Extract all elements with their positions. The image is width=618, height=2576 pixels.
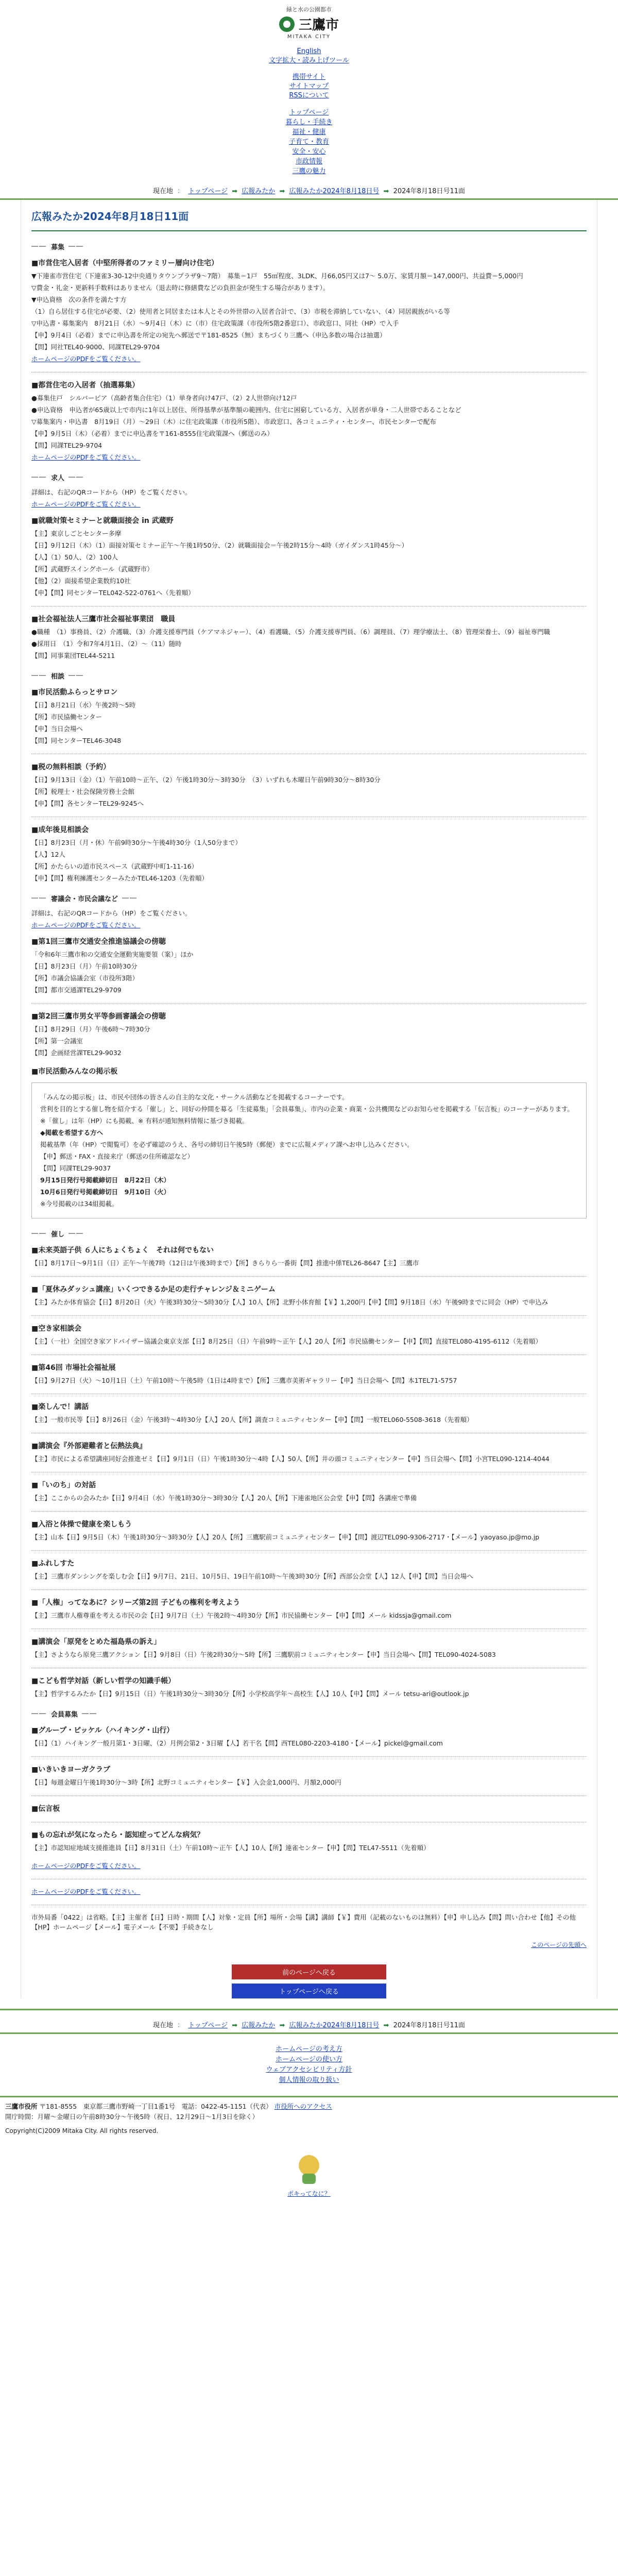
site-logo-en: MITAKA CITY	[287, 33, 331, 40]
article-line: 【問】同センターTEL46-3048	[31, 736, 122, 744]
box-line: 【申】郵送・FAX・直接来庁（郵送の住所確認など）	[40, 1152, 194, 1160]
site-footer	[0, 2044, 618, 2198]
article-title: ■講演会『外部避難者と伝熱法典』	[31, 1442, 147, 1450]
breadcrumb	[26, 185, 592, 195]
breadcrumb-arrow-icon: ➡	[232, 2021, 238, 2029]
article-title: ■楽しんで！講話	[31, 1402, 89, 1411]
top-page-button[interactable]: トップページへ戻る	[232, 1984, 386, 1998]
article-line: 【申】当日会場へ	[31, 724, 83, 733]
box-line: ◆掲載を希望する方へ	[40, 1128, 104, 1137]
divider	[31, 1354, 587, 1355]
global-nav	[0, 108, 618, 176]
article-title: ■社会福祉法人三鷹市社会福祉事業団 職員	[31, 615, 176, 623]
gnav-education[interactable]: 子育て・教育	[288, 138, 329, 146]
box-line: 10月6日発行号掲載締切日 9月10日（火）	[40, 1188, 170, 1196]
divider	[31, 1276, 587, 1277]
article	[31, 1323, 587, 1346]
box-line: 「みんなの掲示板」は、市民や団体の皆さんの自主的な文化・サークル活動などを掲載するコーナーです。	[40, 1093, 349, 1101]
article-line: ●職種 （1）事務員、（2）介護職、（3）介護支援専門員（ケアマネジャー）、（4）看護職、（5）介護支援専門員、（6）調理員、（7）理学療法士、（8）管理栄養士、（9）福祉専門職	[31, 628, 551, 636]
article	[31, 1597, 587, 1620]
article-line: 【所】第一会議室	[31, 1037, 83, 1045]
article-line: 【日】9月12日（木）（1）面接対策セミナー正午〜午後1時50分、（2）就職面接会＝午後2時15分〜4時（ガイダンス1時45分〜）	[31, 541, 408, 549]
article-title: ■グループ・ピッケル（ハイキング・山行）	[31, 1726, 174, 1735]
article-line: 【申】【問】権利擁護センターみたかTEL46-1203（先着順）	[31, 874, 208, 882]
breadcrumb-arrow-icon: ➡	[383, 187, 389, 195]
article	[31, 1558, 587, 1581]
article-line: 【人】12人	[31, 850, 65, 858]
box-line: ※今号掲載のは34組掲載。	[40, 1199, 118, 1208]
article	[31, 258, 587, 364]
divider	[31, 1315, 587, 1316]
category-heading: ―― 催し ――	[31, 1229, 84, 1239]
article-line: 【他】（2）面接希望企業数約10社	[31, 577, 131, 585]
divider	[31, 1550, 587, 1551]
page-top-link[interactable]: このページの先頭へ	[531, 1941, 587, 1948]
bulletin-box	[31, 1082, 587, 1218]
gnav-welfare[interactable]: 福祉・健康	[292, 128, 326, 136]
page-title: 広報みたか2024年8月18日11面	[31, 200, 587, 231]
box-line: 掲載基準（年（HP）で閲覧可）を必ず確認のうえ、各号の締切日午後5時（郵便）までに広報メディア課へお申し込みください。	[40, 1140, 414, 1148]
gnav-top[interactable]: トップページ	[289, 108, 329, 116]
breadcrumb-current: 2024年8月18日号11面	[393, 2021, 466, 2029]
mascot-link[interactable]: ポキってなに？	[287, 2190, 331, 2197]
article-line: 【主】三鷹市ダンシングを楽しむ会【日】9月7日、21日、10月5日、19日午前10時〜午後3時30分【所】西部公会堂【人】12人【申】【問】当日会場へ	[31, 1572, 473, 1580]
article-line: 【主】市民による希望講座同好会推進ゼミ【日】9月1日（日）午後1時30分〜4時【人】50人【所】井の頭コミュニティセンター【申】当日会場へ【問】小宮TEL090-1214-4044	[31, 1454, 550, 1463]
article-line: 【日】9月27日（火）〜10月1日（土）午前10時〜午後5時（1日は4時まで）【所】三鷹市美術ギャラリー【申】当日会場へ【問】本1TEL71-5757	[31, 1376, 457, 1384]
article	[31, 1829, 587, 1853]
footer-link-accessibility[interactable]: ウェブアクセシビリティ方針	[266, 2065, 352, 2074]
breadcrumb-sep-icon: ：	[177, 187, 184, 195]
article-title: ■いきいきヨーガクラブ	[31, 1765, 110, 1774]
box-line: 【問】同課TEL29-9037	[40, 1164, 111, 1172]
article-line: 【申】9月5日（木）（必着）までに申込書を〒161-8555住宅政策課へ（郵送のみ）	[31, 429, 273, 437]
article	[31, 1284, 587, 1307]
article	[31, 1401, 587, 1425]
mascot-image[interactable]	[296, 2155, 322, 2186]
article-line: 【主】三鷹市人権尊重を考える市民の会【日】9月7日（土）午後2時〜4時30分【所】市民協働センター【申】【問】メール kidssja@gmail.com	[31, 1611, 452, 1619]
article-line: ▽申込書・募集案内 8月21日（水）〜9月4日（木）に（市）住宅政策課（市役所5階2番窓口）、市政窓口、同社（HP）で入手	[31, 319, 399, 327]
site-logo[interactable]	[279, 14, 339, 33]
pdf-link[interactable]: ホームページのPDFをご覧ください。	[31, 354, 141, 363]
article-line: 【所】市民協働センター	[31, 713, 102, 721]
box-line: ※「催し」は年（HP）にも掲載、※ 有料が通知無料情報に基づき掲載。	[40, 1116, 249, 1125]
breadcrumb-footer	[26, 2020, 592, 2029]
category-heading: ―― 相談 ――	[31, 671, 84, 681]
divider	[31, 1511, 587, 1512]
breadcrumb-sep-icon: ：	[177, 2021, 184, 2029]
article-line: 【主】哲学するみたか【日】9月15日（日）午後1時30分〜3時30分【所】小学校高学年〜高校生【人】10人【申】【問】メール tetsu-ari@outlook.jp	[31, 1689, 469, 1698]
article	[31, 1480, 587, 1503]
sitemap-link[interactable]: サイトマップ	[289, 82, 329, 90]
article-title: ■ふれしすた	[31, 1559, 75, 1568]
article-line: 【所】武蔵野スイングホール（武蔵野市）	[31, 565, 153, 573]
article-title: ■第2回三鷹市男女平等参画審議会の傍聴	[31, 1012, 166, 1021]
article	[31, 1675, 587, 1699]
article-title: ■こども哲学対話（新しい哲学の知識手帳）	[31, 1676, 176, 1685]
footer-address	[5, 2097, 613, 2122]
article-title: ■未来英語子供 ６人にちょくちょく それは何でもない	[31, 1246, 214, 1255]
article-title: ■空き家相談会	[31, 1324, 82, 1333]
breadcrumb-current: 2024年8月18日号11面	[393, 187, 466, 195]
box-line: 営利を目的とする催し物を紹介する「催し」と、同好の仲間を募る「生徒募集」「会員募集」、市内の企業・商業・公共機関などのお知らせを掲載する「伝言板」のコーナーがあります。	[40, 1105, 574, 1113]
footer-link-usage[interactable]: ホームページの使い方	[276, 2055, 342, 2063]
article-title: ■「人権」ってなあに？シリーズ第2回 子どもの権利を考えよう	[31, 1598, 241, 1607]
article-line: ▽募集案内・申込書 8月19日（月）〜29日（木）に住宅政策課（市役所5階）、市政窓口、各コミュニティ・センター、市民センターで配布	[31, 417, 436, 426]
article-line: （1）自ら居住する住宅が必要、（2）使用者と同居または本人とその外世帯の入居者合計で、（3）市税を滞納していない、（4）同居親族がいる等	[31, 307, 450, 315]
gnav-living[interactable]: 暮らし・手続き	[285, 118, 333, 126]
breadcrumb-arrow-icon: ➡	[383, 2021, 389, 2029]
article-line: 【日】毎週金曜日午後1時30分〜3時【所】北野コミュニティセンター【￥】入会金1,000円、月額2,000円	[31, 1778, 341, 1786]
pdf-link[interactable]: ホームページのPDFをご覧ください。	[31, 453, 141, 461]
article-line: ▼下連雀市営住宅（下連雀3-30-12中央通りタウンプラザ9〜7階） 募集＝1戸 55㎡程度、3LDK、月66,05円又は7〜 5.0万、家賃月額＝147,000円、共益費＝5,000円	[31, 272, 523, 280]
legend-text: 市外局番「0422」は省略。【主】主催者【日】日時・期間【人】対象・定員【所】場所・会場【講】講師【￥】費用（記載のないものは無料）【申】申し込み【問】問い合わせ【他】その他【HP】ホームページ【メール】電子メール【不要】手続きなし	[31, 1913, 576, 1931]
address-label: 三鷹市役所	[5, 2102, 38, 2110]
members-list	[31, 1725, 587, 1853]
article-line: 【人】（1）50人、（2）100人	[31, 553, 118, 561]
article-line: 【問】都市交通課TEL29-9709	[31, 986, 122, 994]
gnav-attractions[interactable]: 三鷹の魅力	[292, 167, 326, 175]
category-heading: ―― 募集 ――	[31, 242, 84, 251]
article-title: ■入浴と体操で健康を楽しもう	[31, 1520, 132, 1529]
article	[31, 687, 587, 745]
article-line: 【日】8月17日〜9月1日（日）正午〜午後7時（12日は午後3時まで）【所】きらりら一番街【問】推進中係TEL26-8647【主】三鷹市	[31, 1259, 419, 1267]
breadcrumb-prefix: 現在地	[152, 2021, 173, 2029]
intro-text: 詳細は、右記のQRコードから（HP）をご覧ください。	[31, 488, 192, 496]
site-header	[0, 0, 618, 176]
article-line: 【問】同課TEL29-9704	[31, 441, 102, 449]
breadcrumb-arrow-icon: ➡	[279, 2021, 285, 2029]
pdf-link[interactable]: ホームページのPDFをご覧ください。	[31, 1861, 141, 1870]
article-title: ■「夏休みダッシュ講座」いくつできるか足の走行チャレンジ＆ミニゲーム	[31, 1285, 276, 1294]
article-line: 【日】9月13日（金）（1）午前10時〜正午、（2）午後1時30分〜3時30分 （3）いずれも木曜日午前9時30分〜8時30分	[31, 775, 381, 784]
events-list	[31, 1245, 587, 1699]
article	[31, 1440, 587, 1464]
article-line: 【所】かたらいの道市民スペース（武蔵野中町1-11-16）	[31, 862, 198, 870]
readaloud-tool-link[interactable]: 文字拡大・読み上げツール	[269, 56, 349, 64]
rss-link[interactable]: RSSについて	[289, 91, 329, 99]
article-title: ■もの忘れが気になったら・認知症ってどんな病気？	[31, 1831, 204, 1839]
nav-buttons	[31, 1964, 587, 1998]
article	[31, 1636, 587, 1659]
article-line: 【申】9月4日（必着）までに申込書を所定の宛先へ郵送で〒181-8525（無）まちづくり三鷹へ（申込多数の場合は抽選）	[31, 331, 386, 339]
article	[31, 824, 587, 883]
article-title: ■講演会「原発をとめた福島県の訴え」	[31, 1637, 161, 1646]
article-line: 【申】【問】同センターTEL042-522-0761へ（先着順）	[31, 588, 195, 597]
article	[31, 614, 587, 660]
mobile-site-link[interactable]: 携帯サイト	[292, 73, 326, 81]
article-line: 【問】同事業団TEL44-5211	[31, 651, 115, 659]
article-line: 【主】さようなら原発三鷹アクション【日】9月8日（日）午後2時30分〜5時【所】三鷹駅前コミュニティセンター【申】当日会場へ【問】TEL090-4024-5083	[31, 1650, 496, 1658]
category-heading: ―― 求人 ――	[31, 473, 84, 482]
breadcrumb-top[interactable]: トップページ	[188, 2021, 228, 2029]
article	[31, 380, 587, 462]
article-line: 【主】（一社）全国空き家アドバイザー協議会東京支部【日】8月25日（日）午前9時〜正午【人】20人【所】市民協働センター【申】【問】直接TEL080-4195-6112（先着順）	[31, 1337, 542, 1345]
gnav-safety[interactable]: 安全・安心	[292, 147, 326, 156]
pdf-link[interactable]: ホームページのPDFをご覧ください。	[31, 921, 141, 929]
category-heading: ―― 会員募集 ――	[31, 1709, 98, 1719]
article-title: ■税の無料相談（予約）	[31, 762, 111, 771]
article	[31, 1803, 587, 1814]
breadcrumb-issue[interactable]: 広報みたか2024年8月18日号	[289, 2021, 380, 2029]
article-title: ■市民活動みんなの掲示板	[31, 1067, 118, 1076]
box-line: 9月15日発行号掲載締切日 8月22日（木）	[40, 1176, 170, 1184]
breadcrumb-arrow-icon: ➡	[232, 187, 238, 195]
opening-hours: 開庁時間：月曜〜金曜日の午前8時30分〜午後5時（祝日、12月29日〜1月3日を除く）	[5, 2112, 259, 2121]
article-line: 【主】一般市民等【日】8月26日（金）午後3時〜4時30分【人】20人【所】調査コミュニティセンター【申】【問】一般TEL060-5508-3618（先着順）	[31, 1415, 473, 1423]
article-title: ■就職対策セミナーと就職面接会 in 武蔵野	[31, 516, 174, 525]
breadcrumb-prefix: 現在地	[152, 187, 173, 195]
divider	[31, 1756, 587, 1757]
article-line: 【日】8月23日（月）午前10時30分	[31, 962, 138, 970]
article-line: 【日】8月21日（水）午後2時〜5時	[31, 701, 136, 709]
city-emblem-icon	[279, 16, 295, 32]
divider	[31, 1003, 587, 1004]
footer-link-privacy[interactable]: 個人情報の取り扱い	[279, 2076, 339, 2084]
article-line: 【日】8月23日（月・休）午前9時30分〜午後4時30分（1人50分まで）	[31, 838, 242, 846]
article-line: 【主】山本【日】9月5日（木）午後1時30分〜3時30分【人】20人【所】三鷹駅前コミュニティセンター【申】【問】渡辺TEL090-9306-2717・【メール】yaoyaso.jp@mo.jp	[31, 1533, 540, 1541]
site-logo-text: 三鷹市	[298, 18, 339, 33]
breadcrumb-koho[interactable]: 広報みたか	[242, 2021, 276, 2029]
breadcrumb-issue[interactable]: 広報みたか2024年8月18日号	[289, 187, 380, 195]
article-line: ▽費金・礼金・更新料手数料はありません（退去時に修繕費などの負担金が発生する場合があります）。	[31, 283, 330, 292]
article-line: ●申込資格 申込者が65歳以上で市内に1年以上居住、所得基準が基準額の範囲内、住宅に困窮している方、入居者が単身・二人世帯であることなど	[31, 405, 461, 414]
gnav-cityinfo[interactable]: 市政情報	[295, 157, 322, 165]
copyright: Copyright(C)2009 Mitaka City. All rights reserved.	[5, 2127, 159, 2134]
article	[31, 1066, 587, 1218]
article-title: ■第46回 市場社会福祉展	[31, 1363, 116, 1372]
article-title: ■伝言板	[31, 1804, 60, 1813]
article-line: 【日】（1）ハイキング一般月第1・3日曜、（2）月例会第2・3日曜【人】若干名【問】西TEL080-2203-4180・【メール】pickel@gmail.com	[31, 1739, 443, 1747]
article-title: ■都営住宅の入居者（抽選募集）	[31, 381, 140, 389]
article-line: 「令和6年三鷹市和の交通安全運動実施要領（案）」ほか	[31, 950, 194, 958]
intro-text: 詳細は、右記のQRコードから（HP）をご覧ください。	[31, 909, 192, 917]
address-text: 〒181-8555 東京都三鷹市野崎一丁目1番1号 電話：0422-45-1151（代表）	[39, 2102, 272, 2110]
pdf-link[interactable]: ホームページのPDFをご覧ください。	[31, 1887, 141, 1895]
article-line: 【主】ここからの会みたか【日】9月4日（水）午後1時30分〜3時30分【人】20人【所】下連雀地区公会堂【申】【問】各講座で準備	[31, 1494, 417, 1502]
article	[31, 1725, 587, 1748]
article-line: 【申】【問】各センターTEL29-9245へ	[31, 799, 144, 807]
article	[31, 1245, 587, 1268]
article-title: ■市民活動ふらっとサロン	[31, 688, 118, 697]
article	[31, 1519, 587, 1542]
article-title: ■成年後見相談会	[31, 825, 89, 834]
article-line: 【主】みたか体育協会【日】8月20日（火）午後3時30分〜5時30分【人】10人【所】北野小体育館【￥】1,200円【申】【問】9月18日（水）午後9時までに同会（HP）で申込み	[31, 1298, 548, 1306]
pdf-link[interactable]: ホームページのPDFをご覧ください。	[31, 500, 141, 508]
article	[31, 1764, 587, 1787]
article-line: 【所】市議会協議会室（市役所3階）	[31, 974, 139, 982]
site-tagline: 緑と水の公園都市	[286, 6, 332, 13]
article-title: ■「いのち」の対話	[31, 1481, 96, 1489]
footer-divider	[0, 2009, 618, 2010]
article-title: ■第1回三鷹市交通安全推進協議会の傍聴	[31, 937, 166, 946]
divider	[31, 1589, 587, 1590]
article-line: ●募集住戸 シルバーピア（高齢者集合住宅）（1）単身者向け47戸、（2）2人世帯向け12戸	[31, 394, 297, 402]
breadcrumb-top[interactable]: トップページ	[188, 187, 228, 195]
article-line: 【主】市認知症地域支援推進員【日】8月31日（土）午前10時〜正午【人】10人【所】連雀センター【申】【問】TEL47-5511（先着順）	[31, 1843, 430, 1852]
main-content	[21, 200, 597, 1998]
article-line: 【問】同社TEL40-9000、同課TEL29-9704	[31, 343, 160, 351]
article-line: 【日】8月29日（月）午後6時〜7時30分	[31, 1025, 150, 1033]
article	[31, 908, 587, 995]
article-line: 【問】企画経営課TEL29-9032	[31, 1048, 122, 1057]
article-title: ■市営住宅入居者（中堅所得者のファミリー層向け住宅）	[31, 259, 218, 267]
category-heading: ―― 審議会・市民会議など ――	[31, 894, 138, 903]
breadcrumb-koho[interactable]: 広報みたか	[242, 187, 276, 195]
footer-divider	[0, 2032, 618, 2034]
article-line: ●採用日 （1）令和7年4月1日、（2）〜（11）随時	[31, 639, 182, 648]
breadcrumb-arrow-icon: ➡	[279, 187, 285, 195]
english-link[interactable]: English	[297, 47, 321, 55]
article	[31, 1011, 587, 1058]
article-line: 【主】東京しごとセンター多摩	[31, 529, 122, 537]
article	[31, 487, 587, 598]
article-line: 【所】税理士・社会保険労務士会館	[31, 787, 135, 795]
access-link[interactable]: 市役所へのアクセス	[274, 2102, 332, 2110]
divider	[31, 1795, 587, 1796]
article-line: ▼申込資格 次の条件を満たす方	[31, 295, 127, 303]
article	[31, 1362, 587, 1385]
footer-link-policy[interactable]: ホームページの考え方	[276, 2045, 342, 2053]
article	[31, 761, 587, 808]
back-button[interactable]: 前のページへ戻る	[232, 1964, 386, 1979]
